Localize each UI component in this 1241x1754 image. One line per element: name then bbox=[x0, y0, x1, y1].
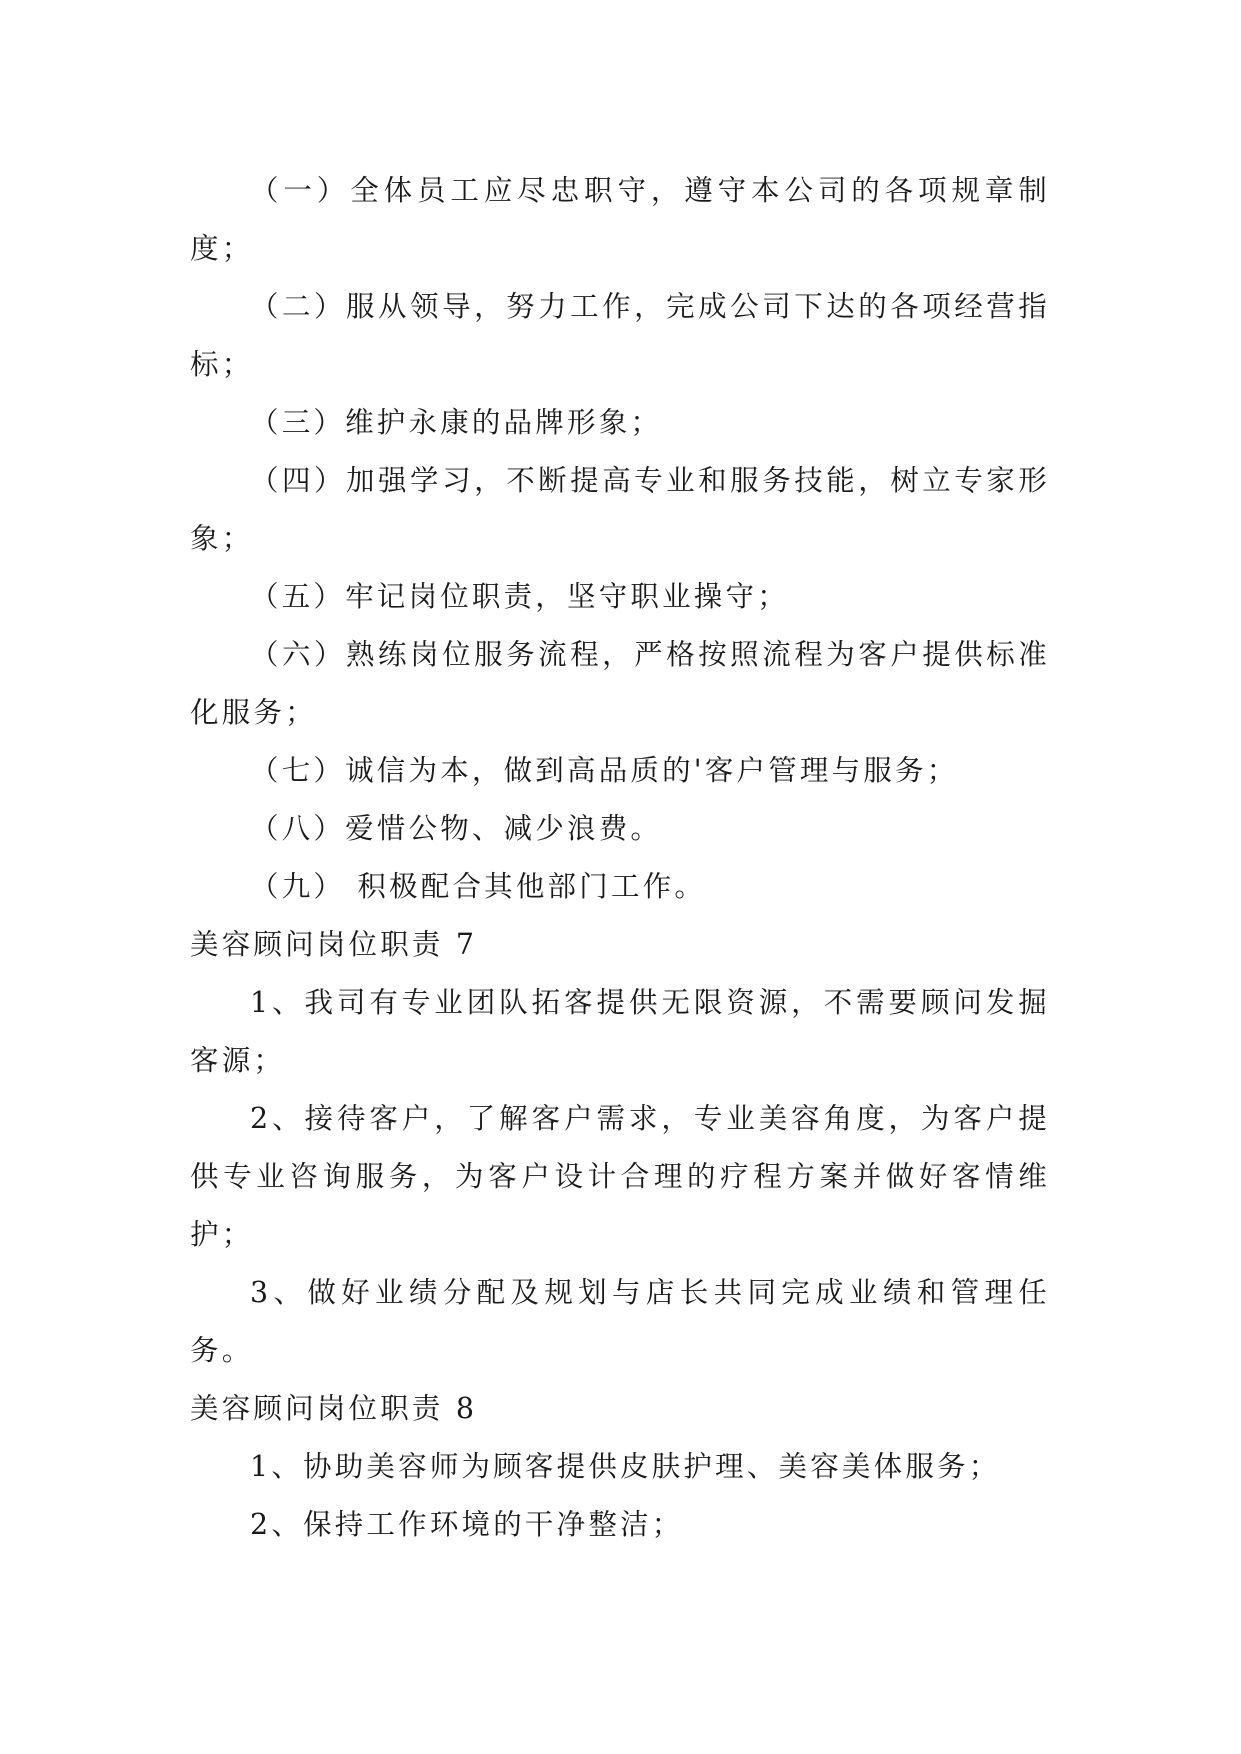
section7-item-3: 3、做好业绩分配及规划与店长共同完成业绩和管理任务。 bbox=[190, 1276, 1050, 1367]
section-heading-7: 美容顾问岗位职责 7 bbox=[190, 928, 478, 961]
section7-item-2: 2、接待客户，了解客户需求，专业美容角度，为客户提供专业咨询服务，为客户设计合理的疗程方案并做好客情维护； bbox=[190, 1102, 1050, 1251]
duty-item-3: （三）维护永康的品牌形象； bbox=[250, 406, 663, 439]
section-heading-8: 美容顾问岗位职责 8 bbox=[190, 1392, 478, 1425]
duty-item-7: （七）诚信为本，做到高品质的'客户管理与服务； bbox=[250, 754, 959, 787]
duty-item-4: （四）加强学习，不断提高专业和服务技能，树立专家形象； bbox=[190, 464, 1050, 555]
duty-item-5: （五）牢记岗位职责，坚守职业操守； bbox=[250, 580, 789, 613]
section8-item-2: 2、保持工作环境的干净整洁； bbox=[250, 1508, 684, 1541]
duty-item-2: （二）服从领导，努力工作，完成公司下达的各项经营指标； bbox=[190, 290, 1050, 381]
section7-item-1: 1、我司有专业团队拓客提供无限资源，不需要顾问发掘客源； bbox=[190, 986, 1050, 1077]
duty-item-8: （八）爱惜公物、减少浪费。 bbox=[250, 812, 663, 845]
section8-item-1: 1、协助美容师为顾客提供皮肤护理、美容美体服务； bbox=[250, 1450, 1001, 1483]
duty-item-6: （六）熟练岗位服务流程，严格按照流程为客户提供标准化服务； bbox=[190, 638, 1050, 729]
document-page bbox=[190, 162, 1050, 1554]
duty-item-1: （一）全体员工应尽忠职守，遵守本公司的各项规章制度； bbox=[190, 174, 1050, 265]
duty-item-9: （九） 积极配合其他部门工作。 bbox=[250, 870, 707, 903]
